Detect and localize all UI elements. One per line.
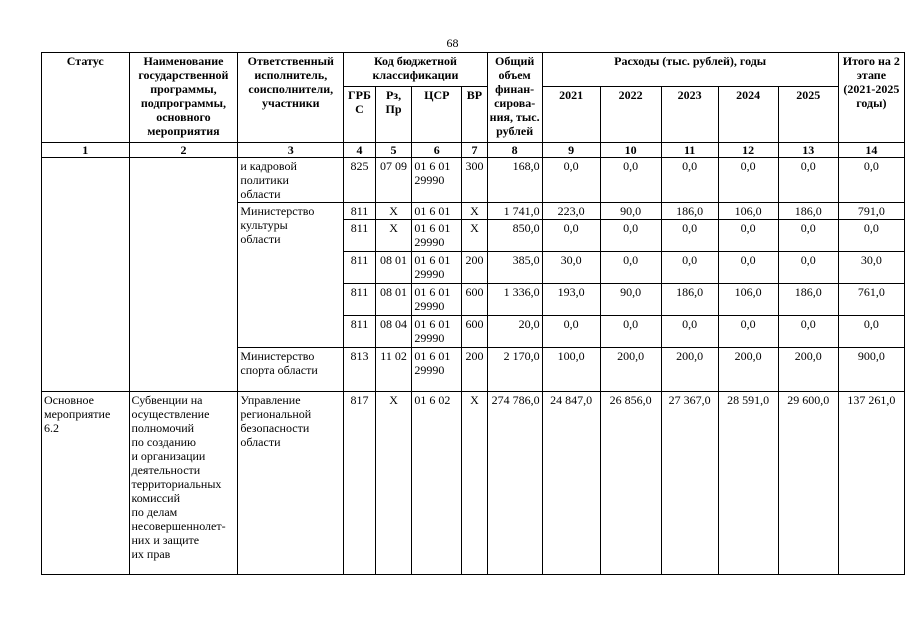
year-2024-cell: 200,0 bbox=[718, 348, 778, 392]
total-cell: 2 170,0 bbox=[487, 348, 542, 392]
grbs-cell: 817 bbox=[344, 392, 376, 575]
csr-cell: 01 6 02 bbox=[412, 392, 462, 575]
year-2023-cell: 186,0 bbox=[661, 284, 718, 316]
year-2023-cell: 200,0 bbox=[661, 348, 718, 392]
year-2025-cell: 186,0 bbox=[778, 203, 838, 220]
total-cell: 385,0 bbox=[487, 252, 542, 284]
header-rzpr: Рз, Пр bbox=[375, 87, 412, 143]
measure-name-cell: Субвенции на осуществление полномочий по созданию и организации деятельности территориальных комиссий по делам несовершеннолет- них и защите их прав bbox=[129, 392, 238, 575]
name-cell-empty bbox=[129, 158, 238, 392]
column-number: 7 bbox=[462, 143, 487, 158]
vr-cell: 200 bbox=[462, 252, 487, 284]
year-2024-cell: 106,0 bbox=[718, 203, 778, 220]
table-row bbox=[42, 158, 905, 203]
year-2021-cell: 0,0 bbox=[542, 220, 600, 252]
rzpr-cell: 08 01 bbox=[375, 252, 412, 284]
year-2023-cell: 0,0 bbox=[661, 220, 718, 252]
stage-total-cell: 0,0 bbox=[838, 316, 904, 348]
header-year-2021: 2021 bbox=[542, 87, 600, 143]
year-2021-cell: 223,0 bbox=[542, 203, 600, 220]
csr-cell: 01 6 01 29990 bbox=[412, 316, 462, 348]
header-vr: ВР bbox=[462, 87, 487, 143]
vr-cell: Х bbox=[462, 220, 487, 252]
total-cell: 274 786,0 bbox=[487, 392, 542, 575]
year-2024-cell: 0,0 bbox=[718, 220, 778, 252]
rzpr-cell: Х bbox=[375, 203, 412, 220]
year-2021-cell: 24 847,0 bbox=[542, 392, 600, 575]
grbs-cell: 813 bbox=[344, 348, 376, 392]
year-2023-cell: 0,0 bbox=[661, 252, 718, 284]
csr-cell: 01 6 01 29990 bbox=[412, 284, 462, 316]
rzpr-cell: 08 01 bbox=[375, 284, 412, 316]
year-2022-cell: 90,0 bbox=[600, 284, 661, 316]
year-2024-cell: 0,0 bbox=[718, 158, 778, 203]
stage-total-cell: 0,0 bbox=[838, 158, 904, 203]
header-expenses: Расходы (тыс. рублей), годы bbox=[542, 53, 838, 87]
status-cell: Основное мероприятие 6.2 bbox=[42, 392, 130, 575]
column-number: 14 bbox=[838, 143, 904, 158]
header-name: Наименование государственной программы, подпрограммы, основного мероприятия bbox=[129, 53, 238, 143]
total-cell: 1 741,0 bbox=[487, 203, 542, 220]
header-year-2022: 2022 bbox=[600, 87, 661, 143]
column-number: 6 bbox=[412, 143, 462, 158]
responsible-cell: Министерство культуры области bbox=[238, 203, 344, 348]
header-total-volume: Общий объем финан-сирова-ния, тыс. рублей bbox=[487, 53, 542, 143]
stage-total-cell: 900,0 bbox=[838, 348, 904, 392]
grbs-cell: 811 bbox=[344, 203, 376, 220]
vr-cell: Х bbox=[462, 203, 487, 220]
year-2025-cell: 0,0 bbox=[778, 158, 838, 203]
year-2021-cell: 100,0 bbox=[542, 348, 600, 392]
year-2021-cell: 0,0 bbox=[542, 316, 600, 348]
year-2025-cell: 186,0 bbox=[778, 284, 838, 316]
table-row bbox=[42, 392, 905, 575]
year-2025-cell: 0,0 bbox=[778, 316, 838, 348]
column-number: 1 bbox=[42, 143, 130, 158]
year-2021-cell: 193,0 bbox=[542, 284, 600, 316]
total-cell: 1 336,0 bbox=[487, 284, 542, 316]
column-number: 3 bbox=[238, 143, 344, 158]
stage-total-cell: 791,0 bbox=[838, 203, 904, 220]
year-2023-cell: 0,0 bbox=[661, 316, 718, 348]
header-stage-total: Итого на 2 этапе (2021-2025 годы) bbox=[838, 53, 904, 143]
column-number: 11 bbox=[661, 143, 718, 158]
rzpr-cell: Х bbox=[375, 220, 412, 252]
csr-cell: 01 6 01 29990 bbox=[412, 348, 462, 392]
total-cell: 168,0 bbox=[487, 158, 542, 203]
header-budget-code: Код бюджетной классификации bbox=[344, 53, 487, 87]
year-2025-cell: 0,0 bbox=[778, 220, 838, 252]
vr-cell: Х bbox=[462, 392, 487, 575]
year-2024-cell: 0,0 bbox=[718, 316, 778, 348]
header-status: Статус bbox=[42, 53, 130, 143]
grbs-cell: 811 bbox=[344, 252, 376, 284]
year-2024-cell: 106,0 bbox=[718, 284, 778, 316]
total-cell: 20,0 bbox=[487, 316, 542, 348]
stage-total-cell: 137 261,0 bbox=[838, 392, 904, 575]
rzpr-cell: Х bbox=[375, 392, 412, 575]
responsible-cell: Управление региональной безопасности области bbox=[238, 392, 344, 575]
year-2022-cell: 26 856,0 bbox=[600, 392, 661, 575]
vr-cell: 600 bbox=[462, 284, 487, 316]
column-number: 13 bbox=[778, 143, 838, 158]
year-2022-cell: 90,0 bbox=[600, 203, 661, 220]
stage-total-cell: 30,0 bbox=[838, 252, 904, 284]
year-2023-cell: 186,0 bbox=[661, 203, 718, 220]
rzpr-cell: 08 04 bbox=[375, 316, 412, 348]
column-number: 8 bbox=[487, 143, 542, 158]
grbs-cell: 825 bbox=[344, 158, 376, 203]
responsible-cell: Министерство спорта области bbox=[238, 348, 344, 392]
header-responsible: Ответственный исполнитель, соисполнители, участники bbox=[238, 53, 344, 143]
header-year-2024: 2024 bbox=[718, 87, 778, 143]
header-grbs: ГРБ С bbox=[344, 87, 376, 143]
vr-cell: 600 bbox=[462, 316, 487, 348]
year-2021-cell: 30,0 bbox=[542, 252, 600, 284]
page-number: 68 bbox=[446, 36, 459, 50]
year-2022-cell: 0,0 bbox=[600, 158, 661, 203]
year-2025-cell: 29 600,0 bbox=[778, 392, 838, 575]
grbs-cell: 811 bbox=[344, 284, 376, 316]
year-2025-cell: 0,0 bbox=[778, 252, 838, 284]
year-2025-cell: 200,0 bbox=[778, 348, 838, 392]
grbs-cell: 811 bbox=[344, 220, 376, 252]
csr-cell: 01 6 01 bbox=[412, 203, 462, 220]
column-number: 4 bbox=[344, 143, 376, 158]
csr-cell: 01 6 01 29990 bbox=[412, 252, 462, 284]
budget-table bbox=[41, 52, 905, 575]
year-2023-cell: 27 367,0 bbox=[661, 392, 718, 575]
year-2022-cell: 200,0 bbox=[600, 348, 661, 392]
year-2024-cell: 28 591,0 bbox=[718, 392, 778, 575]
column-number: 5 bbox=[375, 143, 412, 158]
header-year-2023: 2023 bbox=[661, 87, 718, 143]
year-2024-cell: 0,0 bbox=[718, 252, 778, 284]
vr-cell: 200 bbox=[462, 348, 487, 392]
column-number: 12 bbox=[718, 143, 778, 158]
csr-cell: 01 6 01 29990 bbox=[412, 158, 462, 203]
status-cell-empty bbox=[42, 158, 130, 392]
total-cell: 850,0 bbox=[487, 220, 542, 252]
rzpr-cell: 07 09 bbox=[375, 158, 412, 203]
vr-cell: 300 bbox=[462, 158, 487, 203]
csr-cell: 01 6 01 29990 bbox=[412, 220, 462, 252]
rzpr-cell: 11 02 bbox=[375, 348, 412, 392]
responsible-cell: и кадровой политики области bbox=[238, 158, 344, 203]
header-year-2025: 2025 bbox=[778, 87, 838, 143]
year-2022-cell: 0,0 bbox=[600, 316, 661, 348]
stage-total-cell: 0,0 bbox=[838, 220, 904, 252]
year-2021-cell: 0,0 bbox=[542, 158, 600, 203]
year-2023-cell: 0,0 bbox=[661, 158, 718, 203]
column-number: 9 bbox=[542, 143, 600, 158]
column-numbers-row bbox=[42, 143, 905, 158]
column-number: 2 bbox=[129, 143, 238, 158]
header-csr: ЦСР bbox=[412, 87, 462, 143]
stage-total-cell: 761,0 bbox=[838, 284, 904, 316]
year-2022-cell: 0,0 bbox=[600, 220, 661, 252]
column-number: 10 bbox=[600, 143, 661, 158]
grbs-cell: 811 bbox=[344, 316, 376, 348]
year-2022-cell: 0,0 bbox=[600, 252, 661, 284]
